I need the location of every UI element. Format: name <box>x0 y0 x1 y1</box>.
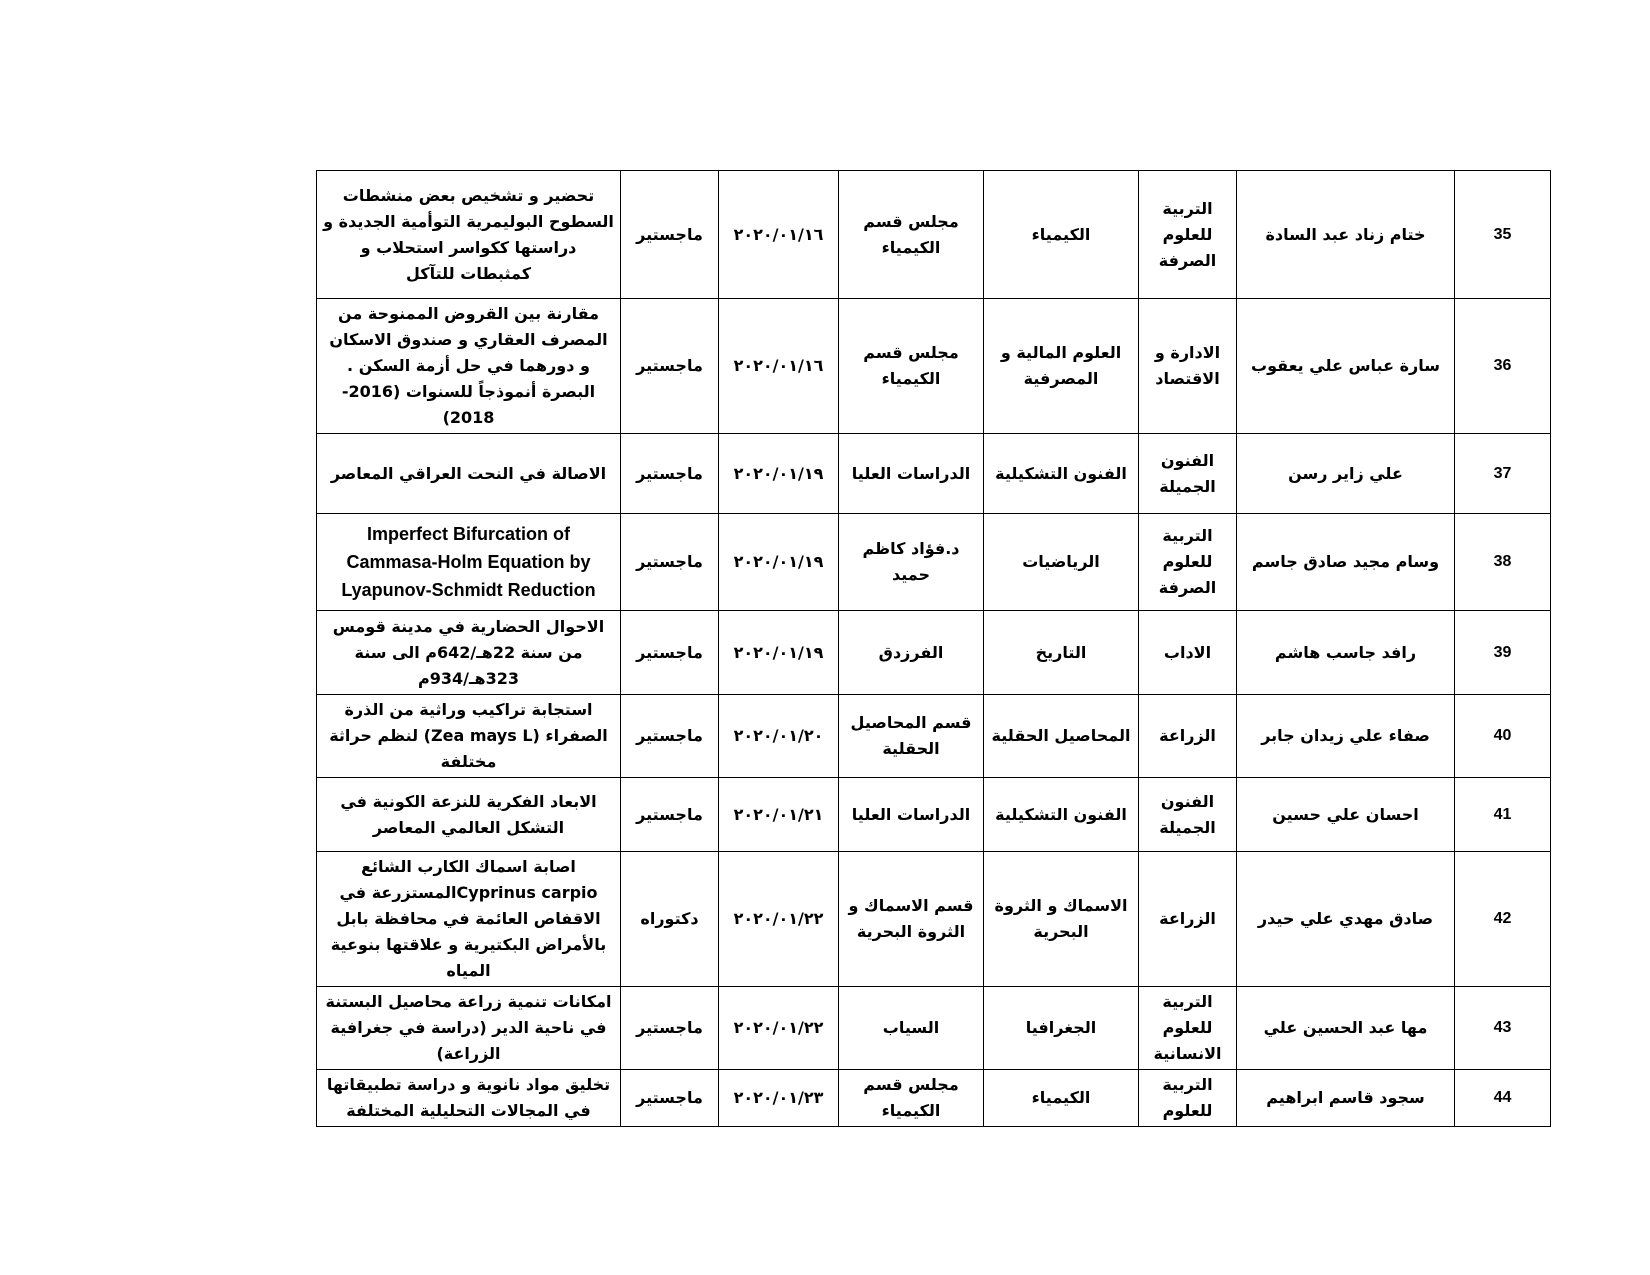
row-number: 39 <box>1455 611 1551 695</box>
approval-body: السياب <box>839 987 984 1070</box>
degree: ماجستير <box>621 434 719 514</box>
date: ٢٠٢٠/٠١/٢١ <box>719 778 839 852</box>
department: الاسماك و الثروة البحرية <box>984 852 1139 987</box>
approval-body: الدراسات العليا <box>839 778 984 852</box>
table-row <box>317 171 1551 299</box>
approval-body: مجلس قسم الكيمياء <box>839 1070 984 1127</box>
student-name: ختام زناد عبد السادة <box>1237 171 1455 299</box>
student-name: وسام مجيد صادق جاسم <box>1237 514 1455 611</box>
student-name: احسان علي حسين <box>1237 778 1455 852</box>
approval-body: د.فؤاد كاظم حميد <box>839 514 984 611</box>
row-number: 41 <box>1455 778 1551 852</box>
degree: ماجستير <box>621 1070 719 1127</box>
date: ٢٠٢٠/٠١/٢٣ <box>719 1070 839 1127</box>
degree: ماجستير <box>621 299 719 434</box>
degree: ماجستير <box>621 514 719 611</box>
college: الفنون الجميلة <box>1139 778 1237 852</box>
degree: ماجستير <box>621 778 719 852</box>
thesis-title: تخليق مواد نانوية و دراسة تطبيقاتها في المجالات التحليلية المختلفة <box>317 1070 621 1127</box>
table-row <box>317 611 1551 695</box>
thesis-title: Imperfect Bifurcation of Cammasa-Holm Equation by Lyapunov-Schmidt Reduction <box>317 514 621 611</box>
department: التاريخ <box>984 611 1139 695</box>
table-row <box>317 1070 1551 1127</box>
thesis-title: الاحوال الحضارية في مدينة قومس من سنة 22هـ/642م الى سنة 323هـ/934م <box>317 611 621 695</box>
table-row <box>317 434 1551 514</box>
thesis-title: الابعاد الفكرية للنزعة الكونية في التشكل العالمي المعاصر <box>317 778 621 852</box>
approval-body: الفرزدق <box>839 611 984 695</box>
degree: ماجستير <box>621 171 719 299</box>
student-name: رافد جاسب هاشم <box>1237 611 1455 695</box>
thesis-title: تحضير و تشخيص بعض منشطات السطوح البوليمرية التوأمية الجديدة و دراستها ككواسر استحلاب و كمثبطات للتآكل <box>317 171 621 299</box>
date: ٢٠٢٠/٠١/١٩ <box>719 434 839 514</box>
department: الكيمياء <box>984 171 1139 299</box>
college: التربية للعلوم <box>1139 1070 1237 1127</box>
table-row <box>317 695 1551 778</box>
college: الاداب <box>1139 611 1237 695</box>
degree: ماجستير <box>621 987 719 1070</box>
date: ٢٠٢٠/٠١/١٦ <box>719 299 839 434</box>
table-row <box>317 987 1551 1070</box>
department: الفنون التشكيلية <box>984 778 1139 852</box>
table-row <box>317 852 1551 987</box>
student-name: مها عبد الحسين علي <box>1237 987 1455 1070</box>
table-row <box>317 778 1551 852</box>
department: الرياضيات <box>984 514 1139 611</box>
thesis-title: الاصالة في النحت العراقي المعاصر <box>317 434 621 514</box>
row-number: 42 <box>1455 852 1551 987</box>
approval-body: قسم المحاصيل الحقلية <box>839 695 984 778</box>
department: الفنون التشكيلية <box>984 434 1139 514</box>
approval-body: مجلس قسم الكيمياء <box>839 299 984 434</box>
date: ٢٠٢٠/٠١/٢٠ <box>719 695 839 778</box>
row-number: 37 <box>1455 434 1551 514</box>
department: العلوم المالية و المصرفية <box>984 299 1139 434</box>
college: الادارة و الاقتصاد <box>1139 299 1237 434</box>
department: الجغرافيا <box>984 987 1139 1070</box>
student-name: سارة عباس علي يعقوب <box>1237 299 1455 434</box>
date: ٢٠٢٠/٠١/١٩ <box>719 611 839 695</box>
student-name: صادق مهدي علي حيدر <box>1237 852 1455 987</box>
row-number: 36 <box>1455 299 1551 434</box>
student-name: علي زاير رسن <box>1237 434 1455 514</box>
college: الزراعة <box>1139 695 1237 778</box>
date: ٢٠٢٠/٠١/١٦ <box>719 171 839 299</box>
degree: ماجستير <box>621 695 719 778</box>
approval-body: قسم الاسماك و الثروة البحرية <box>839 852 984 987</box>
thesis-title: استجابة تراكيب وراثية من الذرة الصفراء (Zea mays L) لنظم حراثة مختلفة <box>317 695 621 778</box>
college: الزراعة <box>1139 852 1237 987</box>
row-number: 35 <box>1455 171 1551 299</box>
date: ٢٠٢٠/٠١/١٩ <box>719 514 839 611</box>
thesis-title: مقارنة بين القروض الممنوحة من المصرف العقاري و صندوق الاسكان و دورهما في حل أزمة السكن . البصرة أنموذجاً للسنوات (2016-2018) <box>317 299 621 434</box>
row-number: 40 <box>1455 695 1551 778</box>
degree: ماجستير <box>621 611 719 695</box>
thesis-title: امكانات تنمية زراعة محاصيل البستنة في ناحية الدير (دراسة في جغرافية الزراعة) <box>317 987 621 1070</box>
student-name: صفاء علي زيدان جابر <box>1237 695 1455 778</box>
student-name: سجود قاسم ابراهيم <box>1237 1070 1455 1127</box>
thesis-records-table <box>316 170 1551 1127</box>
college: التربية للعلوم الصرفة <box>1139 171 1237 299</box>
college: التربية للعلوم الصرفة <box>1139 514 1237 611</box>
college: التربية للعلوم الانسانية <box>1139 987 1237 1070</box>
department: الكيمياء <box>984 1070 1139 1127</box>
department: المحاصيل الحقلية <box>984 695 1139 778</box>
table-row <box>317 514 1551 611</box>
row-number: 38 <box>1455 514 1551 611</box>
approval-body: الدراسات العليا <box>839 434 984 514</box>
table-row <box>317 299 1551 434</box>
degree: دكتوراه <box>621 852 719 987</box>
approval-body: مجلس قسم الكيمياء <box>839 171 984 299</box>
date: ٢٠٢٠/٠١/٢٢ <box>719 852 839 987</box>
row-number: 43 <box>1455 987 1551 1070</box>
college: الفنون الجميلة <box>1139 434 1237 514</box>
date: ٢٠٢٠/٠١/٢٢ <box>719 987 839 1070</box>
thesis-title: اصابة اسماك الكارب الشائع Cyprinus carpioالمستزرعة في الاقفاص العائمة في محافظة بابل بالأمراض البكتيرية و علاقتها بنوعية المياه <box>317 852 621 987</box>
row-number: 44 <box>1455 1070 1551 1127</box>
